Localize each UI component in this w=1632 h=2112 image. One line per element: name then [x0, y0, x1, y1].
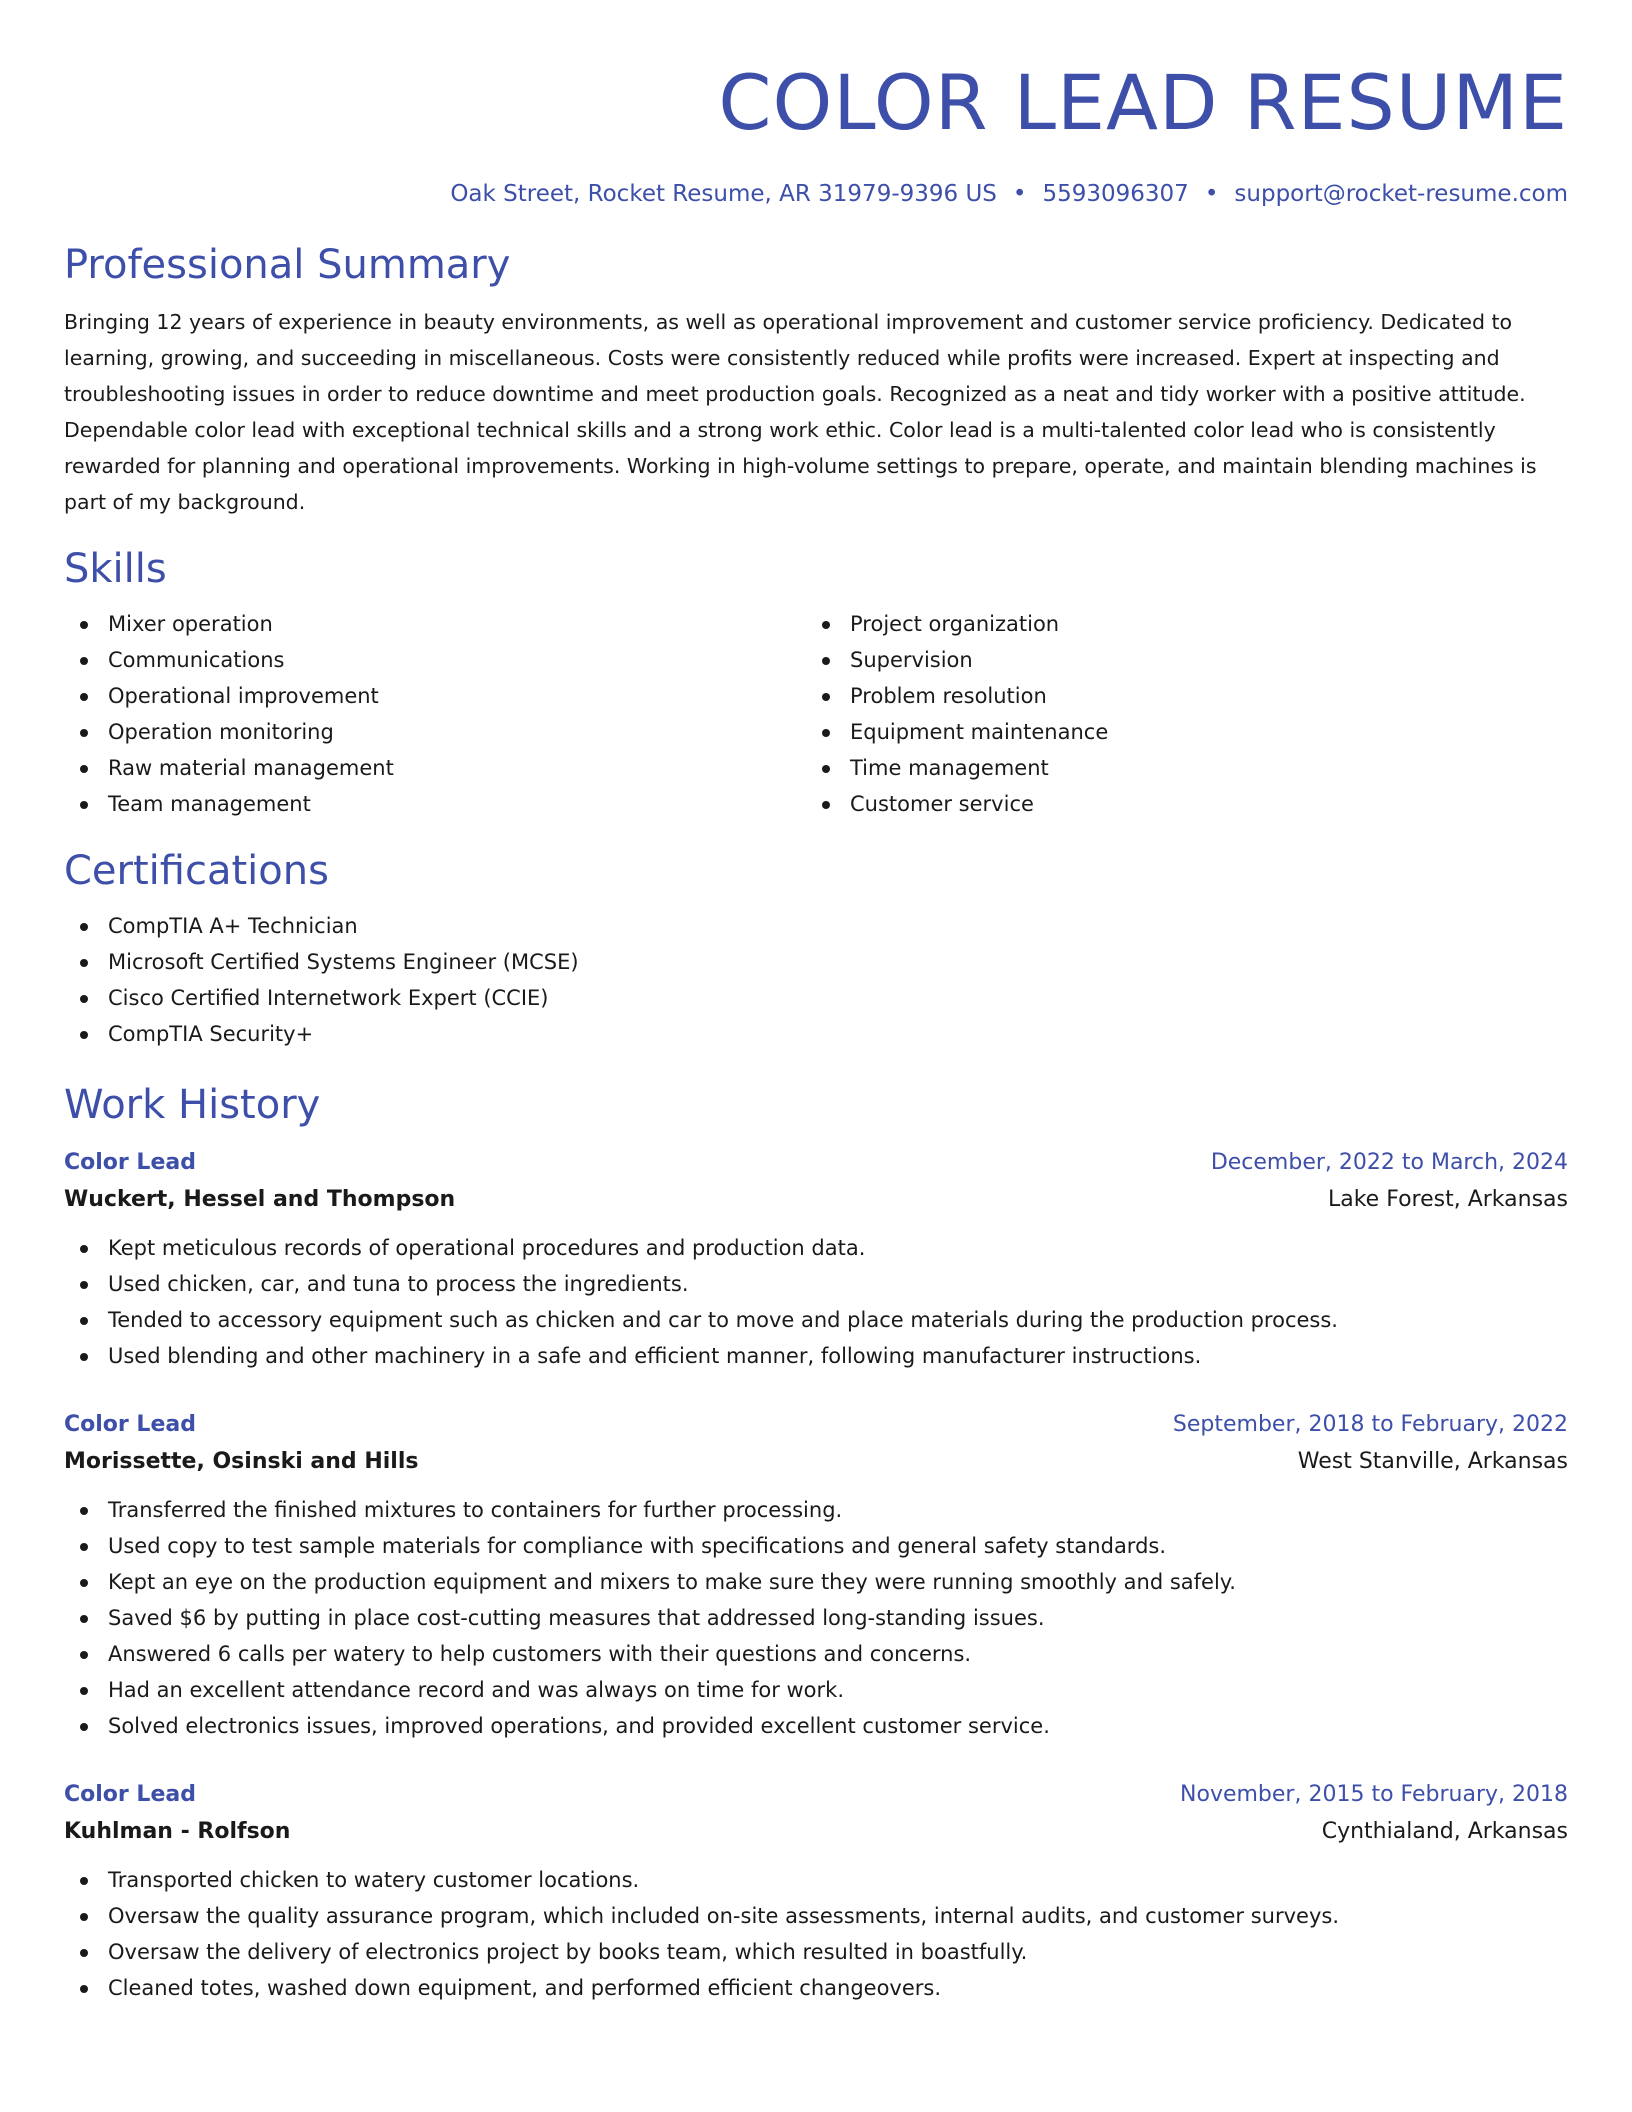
skill-item: Team management	[64, 786, 806, 822]
job-bullet: Solved electronics issues, improved operations, and provided excellent customer service.	[64, 1708, 1568, 1744]
job-title: Color Lead	[64, 1782, 196, 1807]
job-header	[64, 1408, 1568, 1442]
skill-item: Supervision	[806, 642, 1548, 678]
skill-item: Time management	[806, 750, 1548, 786]
certification-item: Microsoft Certified Systems Engineer (MCSE)	[64, 944, 1568, 980]
job-subheader	[64, 1442, 1568, 1482]
certifications-list	[64, 908, 1568, 1052]
skill-item: Operational improvement	[64, 678, 806, 714]
job-title: Color Lead	[64, 1150, 196, 1175]
section-title-summary: Professional Summary	[64, 242, 511, 288]
job-bullet: Transported chicken to watery customer locations.	[64, 1862, 1568, 1898]
job-bullet: Cleaned totes, washed down equipment, and performed efficient changeovers.	[64, 1970, 1568, 2006]
contact-address: Oak Street, Rocket Resume, AR 31979-9396 US	[450, 181, 997, 207]
job-dates: September, 2018 to February, 2022	[1172, 1412, 1568, 1437]
job-bullet: Answered 6 calls per watery to help customers with their questions and concerns.	[64, 1636, 1568, 1672]
contact-separator: •	[1012, 181, 1027, 207]
section-title-skills: Skills	[64, 546, 167, 592]
job-entry	[64, 1778, 1568, 2006]
job-bullet: Transferred the finished mixtures to containers for further processing.	[64, 1492, 1568, 1528]
certification-item: CompTIA A+ Technician	[64, 908, 1568, 944]
summary-text: Bringing 12 years of experience in beauty environments, as well as operational improvement and customer service proficiency. Dedicated to learning, growing, and succeeding in miscellaneous. Costs were consistently reduced while profits were increased. Expert at inspecting and troubleshooting issues in order to reduce downtime and meet production goals. Recognized as a neat and tidy worker with a positive attitude. Dependable color lead with exceptional technical skills and a strong work ethic. Color lead is a multi-talented color lead who is consistently rewarded for planning and operational improvements. Working in high-volume settings to prepare, operate, and maintain blending machines is part of my background.	[64, 310, 1537, 514]
job-bullet: Tended to accessory equipment such as chicken and car to move and place materials during the production process.	[64, 1302, 1568, 1338]
job-bullets	[64, 1230, 1568, 1374]
job-bullet: Used copy to test sample materials for compliance with specifications and general safety standards.	[64, 1528, 1568, 1564]
job-bullet: Oversaw the quality assurance program, which included on-site assessments, internal audits, and customer surveys.	[64, 1898, 1568, 1934]
skills-list-left	[64, 606, 806, 822]
certification-item: CompTIA Security+	[64, 1016, 1568, 1052]
skill-item: Raw material management	[64, 750, 806, 786]
job-dates: December, 2022 to March, 2024	[1210, 1150, 1568, 1175]
skill-item: Customer service	[806, 786, 1548, 822]
job-company: Kuhlman - Rolfson	[64, 1819, 291, 1844]
job-location: West Stanville, Arkansas	[1297, 1449, 1568, 1474]
job-bullet: Used chicken, car, and tuna to process the ingredients.	[64, 1266, 1568, 1302]
job-location: Cynthialand, Arkansas	[1321, 1819, 1568, 1844]
contact-separator: •	[1204, 181, 1219, 207]
job-header	[64, 1146, 1568, 1180]
job-bullet: Kept meticulous records of operational procedures and production data.	[64, 1230, 1568, 1266]
job-bullet: Saved $6 by putting in place cost-cutting measures that addressed long-standing issues.	[64, 1600, 1568, 1636]
job-bullets	[64, 1492, 1568, 1744]
skill-item: Communications	[64, 642, 806, 678]
skill-item: Operation monitoring	[64, 714, 806, 750]
section-title-work-history: Work History	[64, 1082, 321, 1128]
job-bullet: Used blending and other machinery in a safe and efficient manner, following manufacturer instructions.	[64, 1338, 1568, 1374]
resume-name: COLOR LEAD RESUME	[718, 58, 1568, 147]
section-title-certifications: Certifications	[64, 848, 329, 894]
skill-item: Equipment maintenance	[806, 714, 1548, 750]
contact-phone: 5593096307	[1042, 181, 1189, 207]
job-company: Morissette, Osinski and Hills	[64, 1449, 419, 1474]
job-entry	[64, 1408, 1568, 1744]
job-bullet: Had an excellent attendance record and was always on time for work.	[64, 1672, 1568, 1708]
job-entry	[64, 1146, 1568, 1374]
skill-item: Mixer operation	[64, 606, 806, 642]
job-title: Color Lead	[64, 1412, 196, 1437]
job-bullet: Oversaw the delivery of electronics project by books team, which resulted in boastfully.	[64, 1934, 1568, 1970]
certification-item: Cisco Certified Internetwork Expert (CCIE)	[64, 980, 1568, 1016]
job-bullets	[64, 1862, 1568, 2006]
contact-line	[64, 178, 1568, 210]
skill-item: Project organization	[806, 606, 1548, 642]
skill-item: Problem resolution	[806, 678, 1548, 714]
job-dates: November, 2015 to February, 2018	[1180, 1782, 1568, 1807]
contact-email[interactable]: support@rocket-resume.com	[1234, 181, 1568, 207]
resume-page	[64, 0, 1568, 2006]
job-company: Wuckert, Hessel and Thompson	[64, 1187, 456, 1212]
job-header	[64, 1778, 1568, 1812]
skills-list-right	[806, 606, 1548, 822]
job-bullet: Kept an eye on the production equipment and mixers to make sure they were running smoothly and safely.	[64, 1564, 1568, 1600]
skills-grid	[64, 606, 1568, 822]
job-subheader	[64, 1812, 1568, 1852]
job-subheader	[64, 1180, 1568, 1220]
job-location: Lake Forest, Arkansas	[1327, 1187, 1568, 1212]
